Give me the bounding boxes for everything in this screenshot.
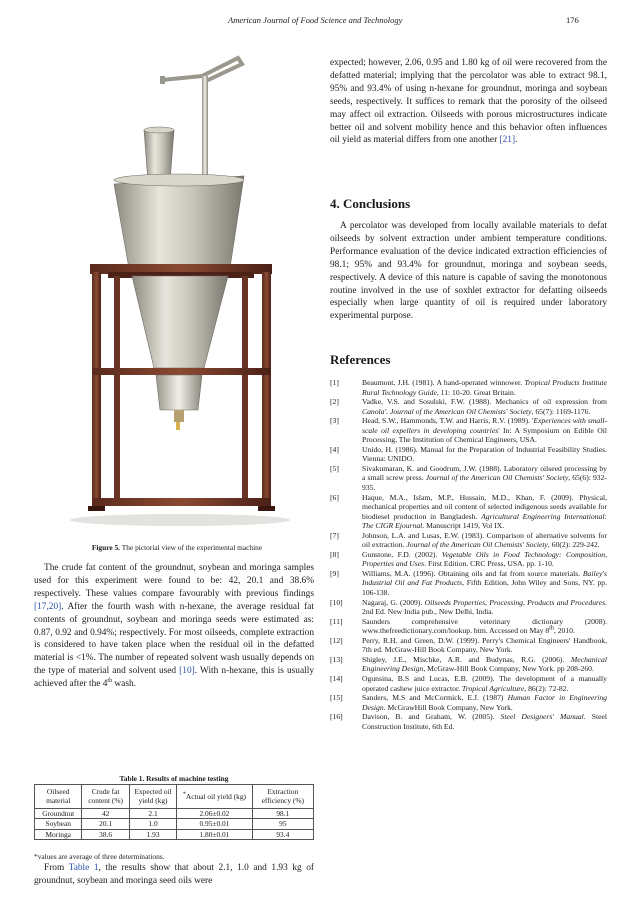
- reference-text: . McGrawHill Book Company, New York.: [383, 702, 513, 712]
- running-header: [0, 15, 638, 29]
- reference-number: [14]: [330, 673, 343, 683]
- reference-item: [330, 445, 607, 464]
- body-text: expected; however, 2.06, 0.95 and 1.80 kg of oil were recovered from the defatted material; implying that the percolator was able to extract 98.1, 95% and 93.4% of using n-hexane for groundnut, moringa and soybean seeds, respectively. It suffices to remark that the porosity of the oilseed may affect oil extraction. Oilseeds with porous microstructures indicate better oil and solvent mobility hence and this behavior often influences oil yield as material differs from one another: [330, 58, 607, 146]
- reference-text: , 11: 10-20. Great Britain.: [436, 387, 516, 397]
- table-cell: 0.95±0.01: [177, 819, 252, 829]
- table-cell: 20.1: [82, 819, 129, 829]
- reference-item: [330, 397, 607, 416]
- journal-title: American Journal of Food Science and Technology: [228, 15, 403, 25]
- reference-item: [330, 598, 607, 617]
- reference-text: Head, S.W., Hammonds, T.W. and Harris, R.V. (1989). ': [362, 416, 534, 426]
- reference-text: , McGraw-Hill Book Company, New York. pp 208-260.: [423, 664, 594, 674]
- table-row: [35, 829, 314, 839]
- reference-number: [3]: [330, 416, 339, 426]
- reference-number: [15]: [330, 693, 343, 703]
- table-title: Table 1. Results of machine testing: [119, 774, 229, 783]
- section-heading-references: References: [330, 352, 391, 367]
- table-cell: 93.4: [252, 829, 313, 839]
- reference-item: [330, 531, 607, 550]
- reference-text: Gunstone, F.D. (2002).: [362, 549, 442, 559]
- table-cell: 38.6: [82, 829, 129, 839]
- superscript: th: [549, 625, 554, 632]
- reference-italic-text: Tropical Products Institute Rural Technology Guide: [362, 378, 607, 397]
- reference-number: [9]: [330, 568, 339, 578]
- reference-item: [330, 617, 607, 636]
- body-text: A percolator was developed from locally available materials to defat oilseeds by solvent extraction under ambient temperature conditions. Performance evaluation of the device indicated extraction efficiencies of 98.1; 95% and 93.4% for groundnut, moringa and soybean seeds, respectively. A device of this nature is capable of saving the monotonous routine involved in the use of soxhlet extractor for defatting oilseeds especially when large quantity of oil is required under laboratory experimental purpose.: [330, 221, 607, 322]
- right-column-paragraph: [330, 57, 607, 147]
- footnote-mark: *: [182, 791, 186, 798]
- conclusions-paragraph: [330, 220, 607, 323]
- table-cell: Soybean: [35, 819, 82, 829]
- figure-label: Figure 5.: [91, 543, 121, 552]
- reference-text: Shigley, J.E., Mischke, A.R. and Budynas, R.G. (2006).: [362, 654, 571, 664]
- table-cell: Moringa: [35, 829, 82, 839]
- reference-text: Vadke, V.S. and Sosulski, F.W. (1988). Mechanics of oil expression from: [362, 397, 607, 407]
- reference-text: , 60(2): 229-242.: [547, 540, 600, 550]
- reference-text: Haque, M.A., Islam, M.P., Hussain, M.D., Khan, F. (2009). Physical, mechanical properties and oil content of selected indigenous seeds available for biodiesel production in Bangladesh.: [362, 492, 607, 521]
- table-header-cell: Extraction efficiency (%): [252, 785, 313, 809]
- reference-text: , 2010.: [553, 626, 575, 636]
- reference-italic-text: Journal of the American Oil Chemists' Society: [406, 540, 548, 550]
- table-cell: 2.1: [129, 808, 176, 818]
- reference-italic-text: Tropical Agriculture: [461, 683, 525, 693]
- body-text: . After the fourth wash with n-hexane, the average residual fat contents of groundnut, soybean and moringa seeds were estimated as: 0.87, 0.92 and 0.94%; respectively. For most oilseeds, complete extraction is considered to have taken place when the residual oil in the defatted material is <1%. The number of repeated solvent wash usually depends on the type of material and solvent used: [34, 601, 314, 677]
- left-column-paragraph-2: [34, 862, 314, 888]
- reference-list: [330, 378, 607, 731]
- reference-number: [6]: [330, 492, 339, 502]
- figure-percolator-image: [52, 50, 302, 532]
- reference-number: [1]: [330, 378, 339, 387]
- reference-number: [4]: [330, 444, 339, 454]
- page-number: 176: [566, 15, 579, 25]
- reference-text: . First Edition. CRC Press, USA. pp. 1-10.: [424, 559, 554, 569]
- table-row: [35, 819, 314, 829]
- table-footnote: *values are average of three determinations.: [34, 852, 165, 861]
- table-cell: 1.0: [129, 819, 176, 829]
- table-header-text: Actual oil yield (kg): [185, 791, 246, 801]
- reference-item: [330, 655, 607, 674]
- body-text: . With n-hexane, this is usually achieved after the 4: [34, 666, 314, 690]
- reference-italic-text: Oilseeds Properties, Processing, Products and Procedures: [424, 597, 606, 607]
- table-cell: 1.93: [129, 829, 176, 839]
- citation-link[interactable]: [21]: [499, 135, 516, 146]
- reference-text: . Steel Construction Institute, 6th Ed.: [362, 712, 607, 731]
- reference-number: [12]: [330, 635, 343, 645]
- reference-italic-text: Steel Designers' Manual: [500, 712, 584, 722]
- body-text: The crude fat content of the groundnut, soybean and moringa samples used for this experiment were found to be: 42, 20.1 and 38.6% respectively. These values compare favourably with previous findings: [34, 563, 314, 599]
- reference-number: [2]: [330, 397, 339, 407]
- body-text: wash.: [112, 679, 136, 690]
- reference-number: [8]: [330, 549, 339, 559]
- reference-text: . Manuscript 1419, Vol IX.: [422, 521, 505, 531]
- reference-item: [330, 712, 607, 731]
- reference-italic-text: Canola'. Journal of the American Oil Chemists' Society: [362, 406, 532, 416]
- citation-link[interactable]: [17,20]: [34, 601, 62, 612]
- citation-link[interactable]: [10]: [179, 666, 195, 677]
- left-column-paragraph: [34, 562, 314, 691]
- reference-italic-text: Experiences with small-scale oil expellers in developing countries: [362, 416, 608, 435]
- reference-text: Perry, R.H. and Green, D.W. (1999). Perry's Chemical Engineers' Handbook, 7th ed. McGraw-Hill Book Company, New York.: [362, 635, 607, 655]
- reference-text: Davison, B. and Graham, W. (2005).: [362, 712, 501, 722]
- reference-item: [330, 464, 607, 493]
- table-header-row: [35, 785, 314, 809]
- reference-text: Saunders comprehensive veterinary dictionary (2008). www.thefreedictionary.com/lookup. htm. Accessed on May 8: [362, 616, 607, 636]
- reference-number: [13]: [330, 654, 343, 664]
- reference-number: [5]: [330, 463, 339, 473]
- reference-text: ' In: A Symposium on Edible Oil Processing, The Institution of Chemical Engineers, USA.: [362, 425, 607, 445]
- reference-item: [330, 636, 607, 655]
- results-table: [34, 784, 314, 840]
- table-cell: 95: [252, 819, 313, 829]
- superscript: th: [107, 678, 113, 685]
- figure-caption: [52, 543, 302, 552]
- reference-text: Sivakumaran, K. and Goodrum, J.W. (1988). Laboratory oilseed processing by a small screw press.: [362, 463, 607, 483]
- reference-text: Beaumont, J.H. (1981). A hand-operated winnower.: [362, 378, 525, 387]
- reference-item: [330, 378, 607, 397]
- reference-item: [330, 674, 607, 693]
- reference-text: Nagaraj, G. (2009).: [362, 597, 425, 607]
- table-header-cell: [177, 785, 252, 809]
- table-header-cell: Crude fat content (%): [82, 785, 129, 809]
- body-text: .: [515, 135, 518, 146]
- body-text: , the results show that about 2.1, 1.0 and 1.93 kg of groundnut, soybean and moringa seed oils were: [34, 863, 315, 886]
- figure-caption-text: The pictorial view of the experimental machine: [121, 543, 263, 552]
- table-header-cell: Oilseed material: [35, 785, 82, 809]
- reference-text: . 2nd Ed. New India pub., New Delhi, India.: [362, 597, 607, 617]
- reference-italic-text: Mechanical Engineering Design: [362, 654, 607, 674]
- reference-italic-text: Journal of the American Oil Chemists' Society: [425, 473, 569, 483]
- reference-italic-text: Human Factor in Engineering Design: [362, 693, 607, 712]
- section-heading-conclusions: 4. Conclusions: [330, 196, 411, 211]
- reference-text: Johnson, L.A. and Lusas, E.W. (1983). Comparison of alternative solvents for oil extraction.: [362, 530, 607, 550]
- table-cell: 98.1: [252, 808, 313, 818]
- reference-text: , 65(6): 932-935.: [362, 473, 607, 493]
- table-cell: 42: [82, 808, 129, 818]
- body-text: From: [44, 863, 69, 873]
- reference-italic-text: Bailey's Industrial Oil and Fat Products: [362, 568, 607, 588]
- reference-item: [330, 493, 607, 531]
- reference-italic-text: Vegetable Oils in Food Technology: Composition, Properties and Uses: [362, 549, 607, 569]
- reference-number: [16]: [330, 712, 343, 722]
- reference-text: Williams, M.A. (1996). Obtaining oils and fat from source materials.: [362, 568, 583, 578]
- reference-italic-text: Agricultural Engineering International: The CIGR Ejournal: [362, 511, 607, 531]
- table-row: [35, 808, 314, 818]
- table-cell: 1.80±0.01: [177, 829, 252, 839]
- table-cell: 2.06±0.02: [177, 808, 252, 818]
- reference-text: Ogunsina, B.S and Lucas, E.B. (2009). The development of a manually operated cashew juice extractor.: [362, 673, 607, 693]
- table-cell: Groundnut: [35, 808, 82, 818]
- reference-item: [330, 416, 607, 445]
- reference-item: [330, 693, 607, 712]
- table-header-cell: Expected oil yield (kg): [129, 785, 176, 809]
- reference-text: Sanders, M.S and McCormick, E.J. (1987): [362, 693, 508, 703]
- reference-item: [330, 569, 607, 598]
- reference-text: Unido, H. (1986). Manual for the Preparation of Industrial Feasibility Studies. Vienna: UNIDO.: [362, 444, 607, 464]
- reference-number: [7]: [330, 530, 339, 540]
- reference-item: [330, 550, 607, 569]
- reference-text: , 65(7): 1169-1176.: [531, 406, 591, 416]
- reference-number: [10]: [330, 597, 343, 607]
- reference-text: , Fifth Edition, John Wiley and Sons, NY. pp. 106-138.: [362, 578, 608, 598]
- table-link[interactable]: Table 1: [68, 863, 99, 873]
- reference-text: , 86(2): 72-82.: [524, 683, 569, 693]
- reference-number: [11]: [330, 616, 343, 626]
